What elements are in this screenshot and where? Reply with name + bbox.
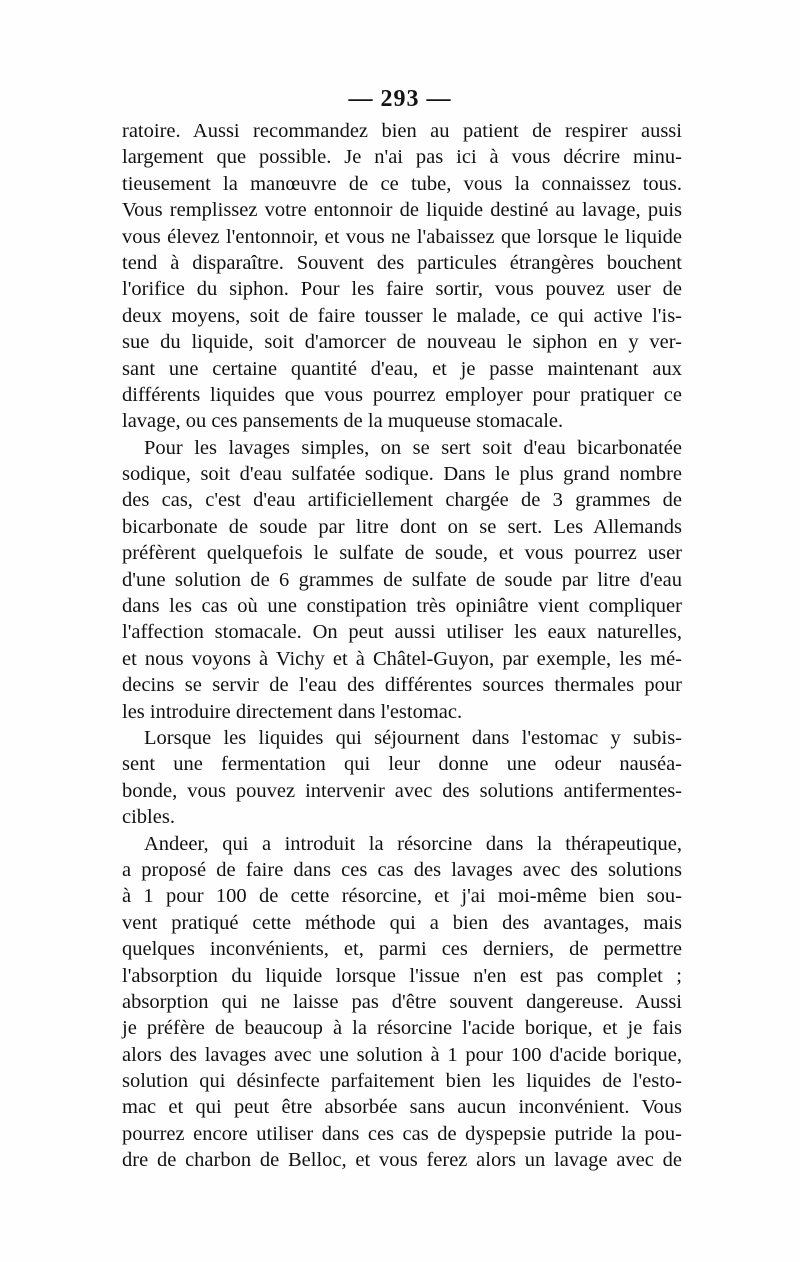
- body-text: [122, 118, 682, 1174]
- text-line: des cas, c'est d'eau artificiellement chargée de 3 grammes de: [122, 489, 682, 512]
- text-line: bicarbonate de soude par litre dont on se sert. Les Allemands: [122, 515, 682, 538]
- text-line: et nous voyons à Vichy et à Châtel-Guyon, par exemple, les mé-: [122, 647, 682, 670]
- text-line: alors des lavages avec une solution à 1 pour 100 d'acide borique,: [122, 1043, 682, 1066]
- text-line: tend à disparaître. Souvent des particules étrangères bouchent: [122, 251, 682, 274]
- text-line: dans les cas où une constipation très opiniâtre vient compliquer: [122, 595, 682, 618]
- text-line: dre de charbon de Belloc, et vous ferez alors un lavage avec de: [122, 1149, 682, 1172]
- text-line: absorption qui ne laisse pas d'être souvent dangereuse. Aussi: [122, 990, 682, 1013]
- text-line: pourrez encore utiliser dans ces cas de dyspepsie putride la pou-: [122, 1122, 682, 1145]
- text-line: a proposé de faire dans ces cas des lavages avec des solutions: [122, 858, 682, 881]
- text-line: préfèrent quelquefois le sulfate de soude, et vous pourrez user: [122, 542, 682, 565]
- text-line: sent une fermentation qui leur donne une odeur nauséa-: [122, 753, 682, 776]
- text-line: Vous remplissez votre entonnoir de liquide destiné au lavage, puis: [122, 199, 682, 222]
- text-line: vous élevez l'entonnoir, et vous ne l'abaissez que lorsque le liquide: [122, 225, 682, 248]
- text-line: sant une certaine quantité d'eau, et je passe maintenant aux: [122, 357, 682, 380]
- text-line: sodique, soit d'eau sulfatée sodique. Dans le plus grand nombre: [122, 463, 682, 486]
- text-line: les introduire directement dans l'estomac.: [122, 700, 463, 723]
- text-line: Andeer, qui a introduit la résorcine dans la thérapeutique,: [144, 832, 682, 855]
- text-line: tieusement la manœuvre de ce tube, vous la connaissez tous.: [122, 172, 682, 195]
- text-line: je préfère de beaucoup à la résorcine l'acide borique, et je fais: [122, 1017, 682, 1040]
- text-line: d'une solution de 6 grammes de sulfate de soude par litre d'eau: [122, 568, 682, 591]
- text-line: Lorsque les liquides qui séjournent dans l'estomac y subis-: [144, 726, 682, 749]
- text-line: à 1 pour 100 de cette résorcine, et j'ai moi-même bien sou-: [122, 885, 682, 908]
- text-line: deux moyens, soit de faire tousser le malade, ce qui active l'is-: [122, 304, 682, 327]
- text-line: cibles.: [122, 806, 175, 829]
- text-line: l'affection stomacale. On peut aussi utiliser les eaux naturelles,: [122, 621, 682, 644]
- text-line: quelques inconvénients, et, parmi ces derniers, de permettre: [122, 938, 682, 961]
- text-line: ratoire. Aussi recommandez bien au patient de respirer aussi: [122, 120, 682, 142]
- text-line: solution qui désinfecte parfaitement bien les liquides de l'esto-: [122, 1070, 682, 1093]
- text-line: decins se servir de l'eau des différentes sources thermales pour: [122, 674, 682, 697]
- text-line: l'absorption du liquide lorsque l'issue n'en est pas complet ;: [122, 964, 682, 987]
- text-line: Pour les lavages simples, on se sert soit d'eau bicarbonatée: [144, 436, 682, 459]
- text-line: sue du liquide, soit d'amorcer de nouveau le siphon en y ver-: [122, 331, 682, 354]
- page-number: — 293 —: [348, 86, 452, 112]
- text-line: mac et qui peut être absorbée sans aucun inconvénient. Vous: [122, 1096, 682, 1119]
- text-line: lavage, ou ces pansements de la muqueuse stomacale.: [122, 410, 564, 433]
- text-line: différents liquides que vous pourrez employer pour pratiquer ce: [122, 383, 682, 406]
- text-line: largement que possible. Je n'ai pas ici à vous décrire minu-: [122, 146, 682, 169]
- text-line: vent pratiqué cette méthode qui a bien des avantages, mais: [122, 911, 682, 934]
- text-line: l'orifice du siphon. Pour les faire sortir, vous pouvez user de: [122, 278, 682, 301]
- text-line: bonde, vous pouvez intervenir avec des solutions antifermentes-: [122, 779, 682, 802]
